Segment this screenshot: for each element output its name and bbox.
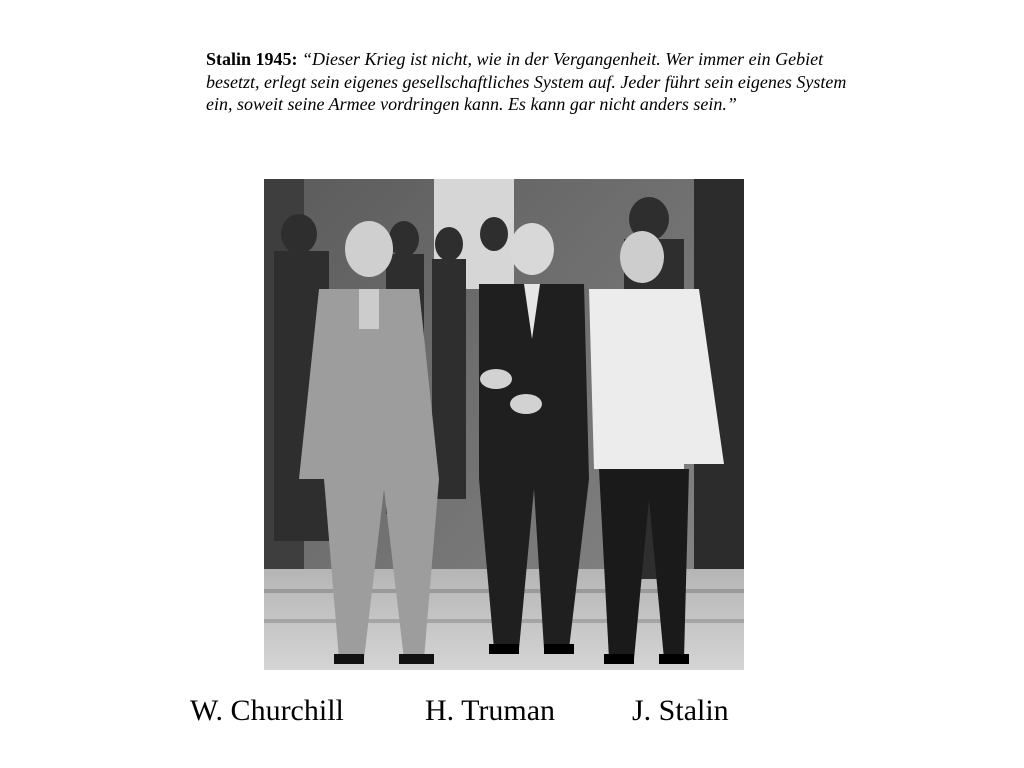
caption-row — [0, 693, 1024, 733]
quote-label: Stalin 1945: — [206, 49, 298, 69]
caption-truman: H. Truman — [425, 694, 556, 727]
caption-stalin: J. Stalin — [632, 694, 729, 727]
quote-block — [206, 48, 866, 116]
quote-text: “Dieser Krieg ist nicht, wie in der Vergangenheit. Wer immer ein Gebiet besetzt, erlegt sein eigenes gesellschaftliches System auf. Jeder führt sein eigenes System ein, soweit seine Armee vordringen kann. Es kann gar nicht anders sein.” — [206, 49, 847, 114]
historical-photo — [264, 179, 744, 670]
caption-churchill: W. Churchill — [190, 694, 344, 727]
photo-illustration — [264, 179, 744, 670]
